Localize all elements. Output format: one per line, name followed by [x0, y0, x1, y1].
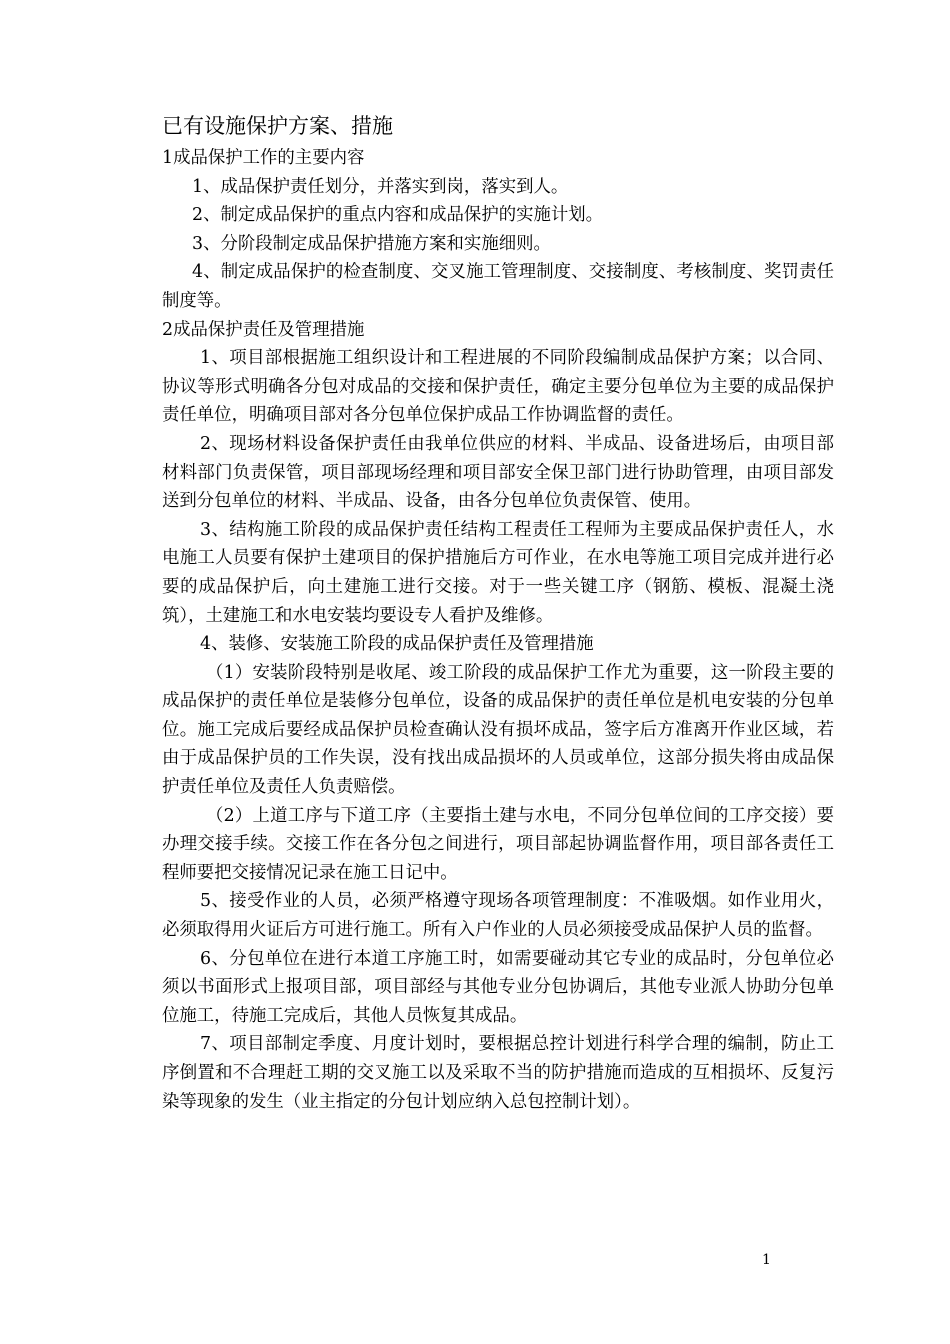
section-2-paragraph-4: 4、装修、安装施工阶段的成品保护责任及管理措施 — [200, 634, 594, 655]
section-1-item-3: 3、分阶段制定成品保护措施方案和实施细则。 — [192, 233, 551, 254]
section-1-item-1: 1、成品保护责任划分，并落实到岗，落实到人。 — [192, 176, 569, 197]
section-2-paragraph-7: 7、项目部制定季度、月度计划时，要根据总控计划进行科学合理的编制，防止工序倒置和不合理赶工期的交叉施工以及采取不当的防护措施而造成的互相损坏、反复污染等现象的发生（业主指定的分包计划应纳入总包控制计划）。 — [162, 1034, 834, 1112]
section-1-item-4: 4、制定成品保护的检查制度、交叉施工管理制度、交接制度、考核制度、奖罚责任制度等。 — [162, 262, 834, 311]
section-2-paragraph-4a: （1）安装阶段特别是收尾、竣工阶段的成品保护工作尤为重要，这一阶段主要的成品保护的责任单位是装修分包单位，设备的成品保护的责任单位是机电安装的分包单位。施工完成后要经成品保护员检查确认没有损坏成品，签字后方准离开作业区域，若由于成品保护员的工作失误，没有找出成品损坏的人员或单位，这部分损失将由成品保护责任单位及责任人负责赔偿。 — [162, 662, 834, 798]
section-2-paragraph-5: 5、接受作业的人员，必须严格遵守现场各项管理制度：不准吸烟。如作业用火，必须取得用火证后方可进行施工。所有入户作业的人员必须接受成品保护人员的监督。 — [162, 891, 834, 941]
document-title: 已有设施保护方案、措施 — [162, 114, 393, 138]
section-2-paragraph-1: 1、项目部根据施工组织设计和工程进展的不同阶段编制成品保护方案；以合同、协议等形式明确各分包对成品的交接和保护责任，确定主要分包单位为主要的成品保护责任单位，明确项目部对各分包单位保护成品工作协调监督的责任。 — [162, 348, 834, 426]
page-number: 1 — [762, 1252, 771, 1268]
document-body — [162, 110, 834, 1116]
section-2-paragraph-4b: （2）上道工序与下道工序（主要指土建与水电，不同分包单位间的工序交接）要办理交接手续。交接工作在各分包之间进行，项目部起协调监督作用，项目部各责任工程师要把交接情况记录在施工日记中。 — [162, 805, 834, 883]
section-1-heading: 1成品保护工作的主要内容 — [162, 148, 365, 168]
section-2-paragraph-3: 3、结构施工阶段的成品保护责任结构工程责任工程师为主要成品保护责任人，水电施工人员要有保护土建项目的保护措施后方可作业，在水电等施工项目完成并进行必要的成品保护后，向土建施工进行交接。对于一些关键工序（钢筋、模板、混凝土浇筑），土建施工和水电安装均要设专人看护及维修。 — [162, 519, 834, 626]
section-1-item-2: 2、制定成品保护的重点内容和成品保护的实施计划。 — [192, 205, 604, 226]
section-2-paragraph-2: 2、现场材料设备保护责任由我单位供应的材料、半成品、设备进场后，由项目部材料部门负责保管，项目部现场经理和项目部安全保卫部门进行协助管理，由项目部发送到分包单位的材料、半成品、设备，由各分包单位负责保管、使用。 — [162, 433, 834, 512]
section-2-paragraph-6: 6、分包单位在进行本道工序施工时，如需要碰动其它专业的成品时，分包单位必须以书面形式上报项目部，项目部经与其他专业分包协调后，其他专业派人协助分包单位施工，待施工完成后，其他人员恢复其成品。 — [162, 948, 834, 1026]
section-2-heading: 2成品保护责任及管理措施 — [162, 319, 365, 340]
